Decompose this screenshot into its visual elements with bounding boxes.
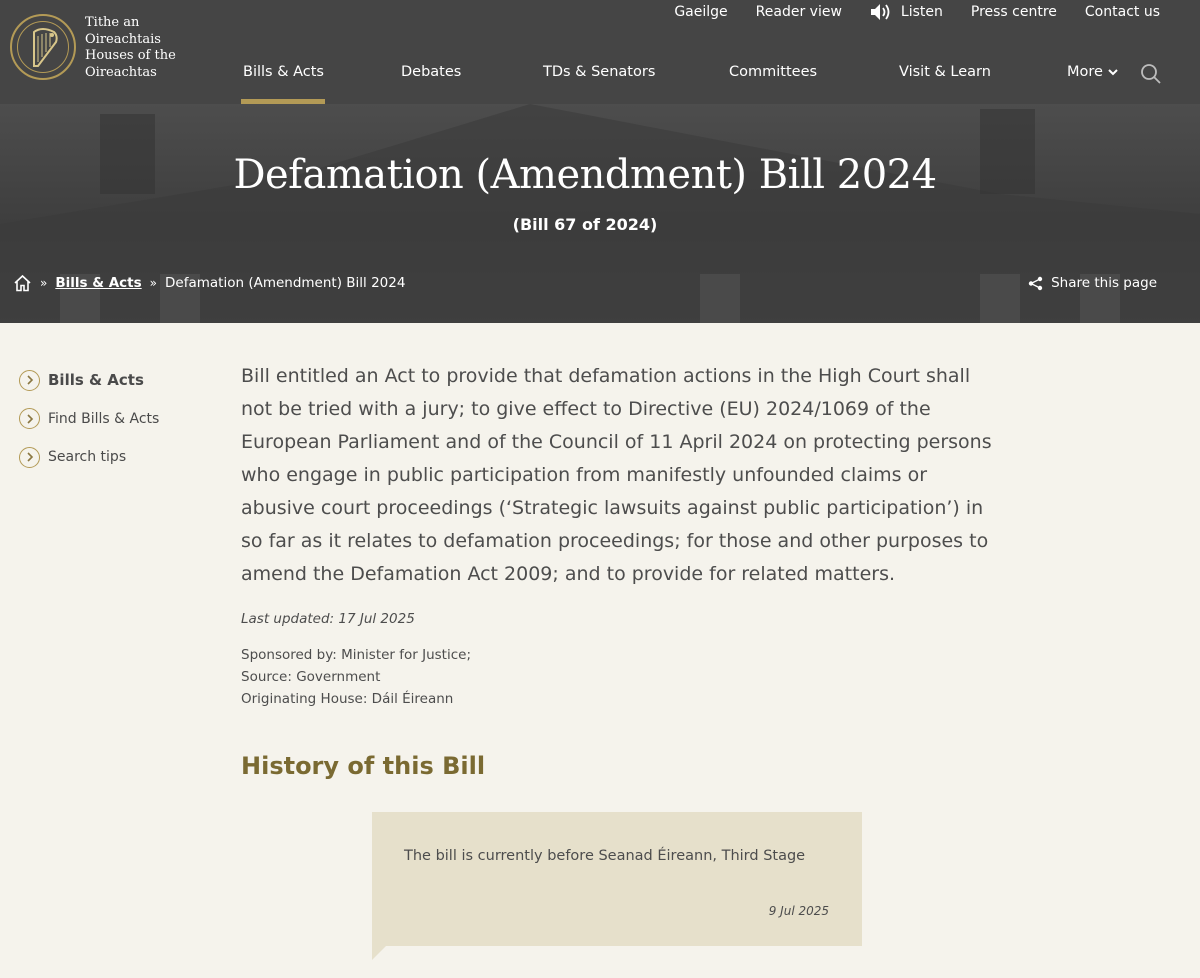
breadcrumb-bills-acts[interactable]: Bills & Acts — [55, 275, 142, 291]
search-icon[interactable] — [1140, 63, 1162, 85]
share-label: Share this page — [1051, 275, 1157, 291]
breadcrumb-separator: » — [40, 276, 48, 290]
history-status-date: 9 Jul 2025 — [768, 904, 829, 918]
share-icon — [1028, 276, 1043, 291]
bill-source: Source: Government — [241, 669, 381, 685]
reader-view-link[interactable]: Reader view — [755, 4, 842, 20]
chevron-down-icon — [1107, 67, 1119, 77]
press-centre-link[interactable]: Press centre — [970, 4, 1057, 20]
chevron-right-icon — [19, 370, 40, 391]
sidebar-item-label: Search tips — [48, 449, 127, 465]
chevron-right-icon — [19, 408, 40, 429]
history-status-text: The bill is currently before Seanad Éireann, Third Stage — [404, 848, 806, 864]
breadcrumb-current: Defamation (Amendment) Bill 2024 — [165, 275, 406, 291]
nav-debates[interactable]: Debates — [401, 64, 462, 80]
listen-button[interactable] — [870, 2, 943, 22]
logo-line: Tithe an — [85, 15, 140, 30]
logo-line: Oireachtais — [85, 31, 161, 47]
sponsored-by: Sponsored by: Minister for Justice; — [241, 647, 472, 663]
bill-metadata — [241, 644, 471, 710]
listen-label: Listen — [900, 4, 943, 20]
nav-visit-learn[interactable]: Visit & Learn — [899, 64, 991, 80]
gaeilge-link[interactable]: Gaeilge — [674, 4, 728, 20]
sidebar-item-find-bills-acts[interactable] — [19, 408, 159, 430]
sidebar-item-label: Bills & Acts — [48, 371, 144, 389]
nav-more-label: More — [1067, 64, 1103, 80]
bill-description: Bill entitled an Act to provide that defamation actions in the High Court shall not be tried with a jury; to give effect to Directive (EU) 2024/1069 of the European Parliament and of the Council of 11 April 2024 on protecting persons who engage in public participation from manifestly unfounded claims or abusive court proceedings (‘Strategic lawsuits against public participation’) in so far as it relates to defamation proceedings; for those and other purposes to amend the Defamation Act 2009; and to provide for related matters. — [241, 365, 992, 585]
last-updated: Last updated: 17 Jul 2025 — [241, 611, 415, 627]
page-title: Defamation (Amendment) Bill 2024 — [233, 152, 937, 198]
chevron-right-icon — [19, 447, 40, 468]
history-status-card — [372, 812, 862, 946]
site-header — [0, 0, 1200, 104]
sidebar-item-search-tips[interactable] — [19, 446, 159, 468]
nav-tds-senators[interactable]: TDs & Senators — [543, 64, 656, 80]
nav-bills-acts[interactable]: Bills & Acts — [243, 64, 324, 80]
main-nav — [0, 64, 1200, 104]
hero-banner — [0, 104, 1200, 323]
utility-nav — [646, 3, 1160, 21]
speaker-icon — [870, 2, 892, 22]
bill-number: (Bill 67 of 2024) — [512, 215, 658, 234]
logo-line: Houses of the — [85, 48, 176, 63]
history-heading: History of this Bill — [241, 752, 486, 780]
originating-house: Originating House: Dáil Éireann — [241, 691, 454, 707]
sidebar-nav — [19, 369, 159, 485]
card-tail — [372, 946, 386, 960]
sidebar-item-label: Find Bills & Acts — [48, 410, 160, 427]
breadcrumb-separator: » — [149, 276, 158, 290]
nav-committees[interactable]: Committees — [729, 64, 818, 80]
nav-more[interactable] — [1067, 64, 1119, 80]
share-page-button[interactable] — [1028, 275, 1157, 291]
sidebar-item-bills-acts[interactable] — [19, 369, 159, 391]
logo-line: Oireachtas — [85, 64, 157, 80]
breadcrumb — [13, 274, 405, 292]
home-icon[interactable] — [13, 274, 32, 292]
contact-us-link[interactable]: Contact us — [1084, 4, 1160, 20]
